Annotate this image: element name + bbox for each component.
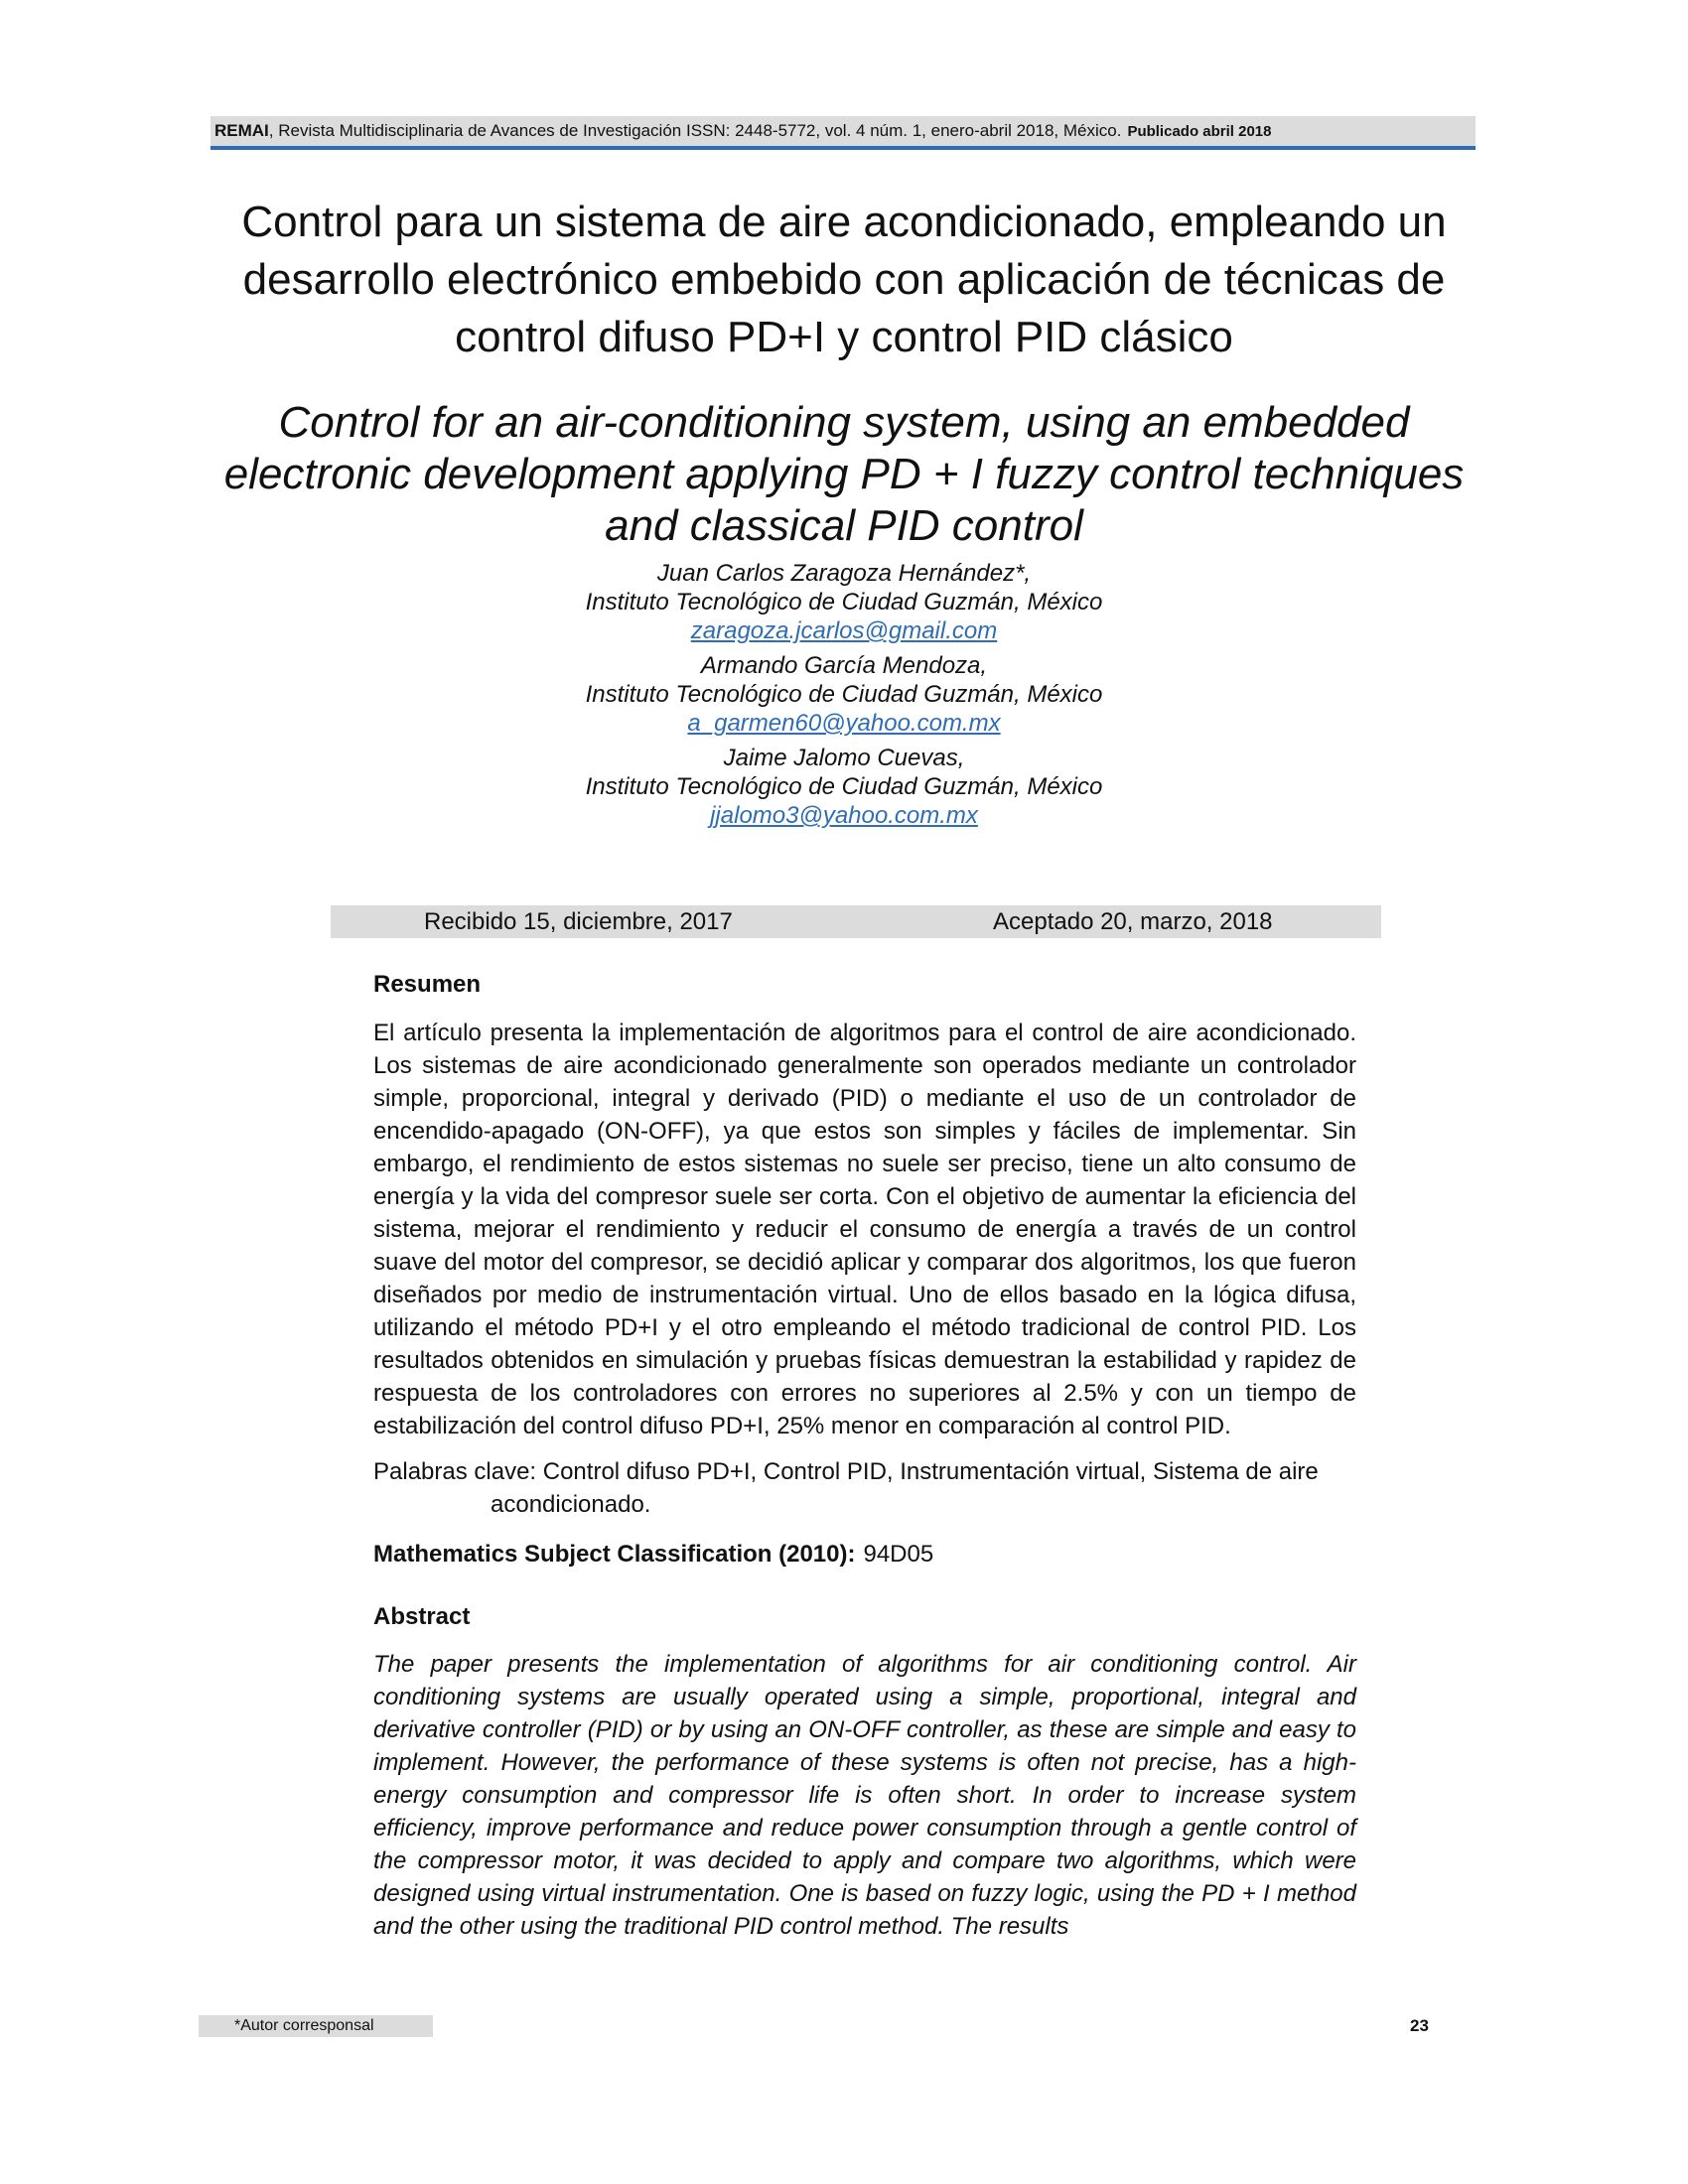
author-affiliation: Instituto Tecnológico de Ciudad Guzmán, México — [585, 589, 1103, 615]
title-es-line: control difuso PD+I y control PID clásico — [455, 313, 1233, 361]
author-affiliation: Instituto Tecnológico de Ciudad Guzmán, México — [585, 681, 1103, 708]
journal-brand: REMAI — [214, 121, 269, 140]
resumen-text: El artículo presenta la implementación de algoritmos para el control de aire acondicionado. Los sistemas de aire acondicionado generalmente son operados mediante un controlador simple, proporcional, integral y derivado (PID) o mediante el uso de un controlador de encendido-apagado (ON-OFF), ya que estos son simples y fáciles de implementar. Sin embargo, el rendimiento de estos sistemas no suele ser preciso, tiene un alto consumo de energía y la vida del compresor suele ser corta. Con el objetivo de aumentar la eficiencia del sistema, mejorar el rendimiento y reducir el consumo de energía a través de un control suave del motor del compresor, se decidió aplicar y comparar dos algoritmos, los que fueron diseñados por medio de instrumentación virtual. Uno de ellos basado en la lógica difusa, utilizando el método PD+I y el otro empleando el método tradicional de control PID. Los resultados obtenidos en simulación y pruebas físicas demuestran la estabilidad y rapidez de respuesta de los controladores con errores no superiores al 2.5% y con un tiempo de estabilización del control difuso PD+I, 25% menor en comparación al control PID. — [373, 1020, 1356, 1439]
msc-value: 94D05 — [863, 1541, 934, 1568]
msc-label: Mathematics Subject Classification (2010): — [373, 1541, 856, 1568]
author-email-link[interactable]: jjalomo3@yahoo.com.mx — [710, 802, 978, 829]
dates-bar — [331, 905, 1381, 938]
article-body — [373, 968, 1356, 1943]
title-es-line: desarrollo electrónico embebido con aplicación de técnicas de — [242, 255, 1446, 304]
resumen-heading: Resumen — [373, 971, 482, 998]
abstract-text: The paper presents the implementation of algorithms for air conditioning control. Air conditioning systems are usually operated using a simple, proportional, integral and derivative controller (PID) or by using an ON-OFF controller, as these are simple and easy to implement. However, the performance of these systems is often not precise, has a high-energy consumption and compressor life is often short. In order to increase system efficiency, improve performance and reduce power consumption through a gentle control of the compressor motor, it was decided to apply and compare two algorithms, which were designed using virtual instrumentation. One is based on fuzzy logic, using the PD + I method and the other using the traditional PID control method. The results — [373, 1651, 1356, 1940]
msc-line — [373, 1538, 1356, 1570]
author-email-link[interactable]: zaragoza.jcarlos@gmail.com — [690, 617, 998, 644]
author-name: Armando García Mendoza, — [700, 652, 988, 679]
title-en-line: electronic development applying PD + I fuzzy control techniques — [223, 450, 1465, 498]
author-block — [447, 651, 1241, 738]
title-es-line: Control para un sistema de aire acondicionado, empleando un — [241, 198, 1447, 246]
journal-header — [211, 116, 1476, 150]
page-number: 23 — [1410, 2016, 1429, 2035]
abstract-heading: Abstract — [373, 1603, 471, 1630]
publication-date: Publicado abril 2018 — [1127, 122, 1272, 140]
journal-citation: , Revista Multidisciplinaria de Avances de Investigación ISSN: 2448-5772, vol. 4 núm. 1, enero-abril 2018, México. — [268, 121, 1122, 140]
title-english — [179, 397, 1509, 552]
accepted-date: Aceptado 20, marzo, 2018 — [993, 908, 1273, 935]
author-email-link[interactable]: a_garmen60@yahoo.com.mx — [687, 710, 1001, 737]
title-en-line: and classical PID control — [605, 501, 1083, 550]
keywords: Palabras clave: Control difuso PD+I, Control PID, Instrumentación virtual, Sistema de aire acondicionado. — [373, 1458, 1319, 1518]
author-affiliation: Instituto Tecnológico de Ciudad Guzmán, México — [585, 773, 1103, 800]
author-list — [447, 559, 1241, 830]
author-block — [447, 559, 1241, 645]
author-block — [447, 744, 1241, 830]
received-date: Recibido 15, diciembre, 2017 — [424, 908, 733, 935]
author-name: Juan Carlos Zaragoza Hernández*, — [656, 560, 1032, 587]
footnote: *Autor corresponsal — [199, 2015, 433, 2037]
title-en-line: Control for an air-conditioning system, using an embedded — [278, 398, 1410, 447]
title-spanish — [199, 194, 1489, 366]
author-name: Jaime Jalomo Cuevas, — [723, 745, 965, 771]
